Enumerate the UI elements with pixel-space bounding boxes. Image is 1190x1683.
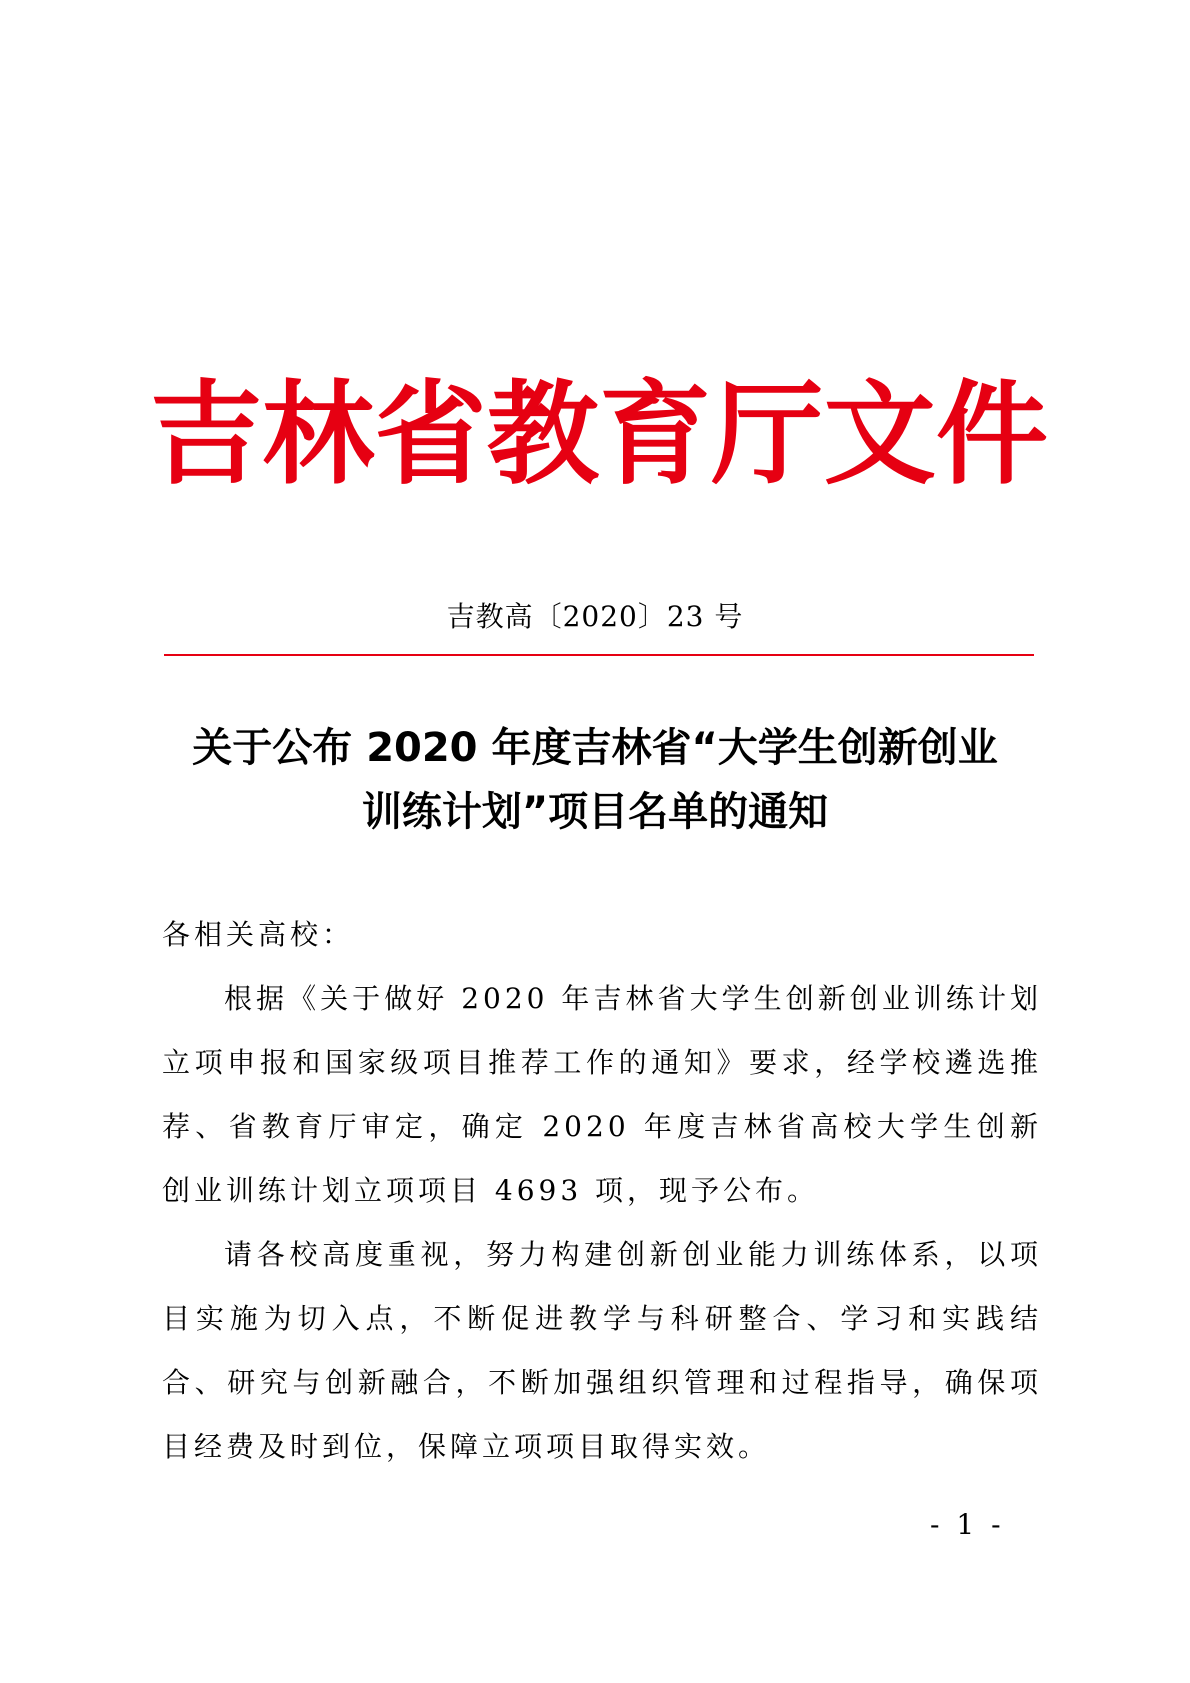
document-number: 吉教高〔2020〕23 号 — [446, 600, 744, 633]
masthead-char: 教 — [486, 369, 599, 500]
masthead-char: 林 — [262, 369, 375, 500]
notice-title-line-1: 关于公布 2020 年度吉林省“大学生创新创业 — [192, 725, 998, 771]
notice-title-line-2: 训练计划”项目名单的通知 — [361, 789, 829, 835]
page-number: - 1 - — [930, 1508, 1005, 1541]
notice-body — [162, 903, 1042, 1479]
salutation: 各相关高校： — [162, 918, 355, 951]
body-paragraph-2: 请各校高度重视，努力构建创新创业能力训练体系，以项目实施为切入点，不断促进教学与科研整合、学习和实践结合、研究与创新融合，不断加强组织管理和过程指导，确保项目经费及时到位，保障立项项目取得实效。 — [162, 1238, 1042, 1463]
body-paragraph-1: 根据《关于做好 2020 年吉林省大学生创新创业训练计划立项申报和国家级项目推荐工作的通知》要求，经学校遴选推荐、省教育厅审定，确定 2020 年度吉林省高校大学生创新创业训练计划立项项目 4693 项，现予公布。 — [162, 982, 1042, 1207]
masthead-char: 件 — [935, 369, 1048, 500]
notice-title — [150, 716, 1040, 844]
masthead-char: 文 — [823, 369, 936, 500]
masthead-char: 厅 — [711, 369, 824, 500]
masthead-char: 省 — [374, 369, 487, 500]
masthead-title — [150, 355, 1048, 515]
red-divider-line — [164, 654, 1034, 656]
masthead-char: 吉 — [150, 369, 262, 500]
masthead-char: 育 — [599, 369, 712, 500]
